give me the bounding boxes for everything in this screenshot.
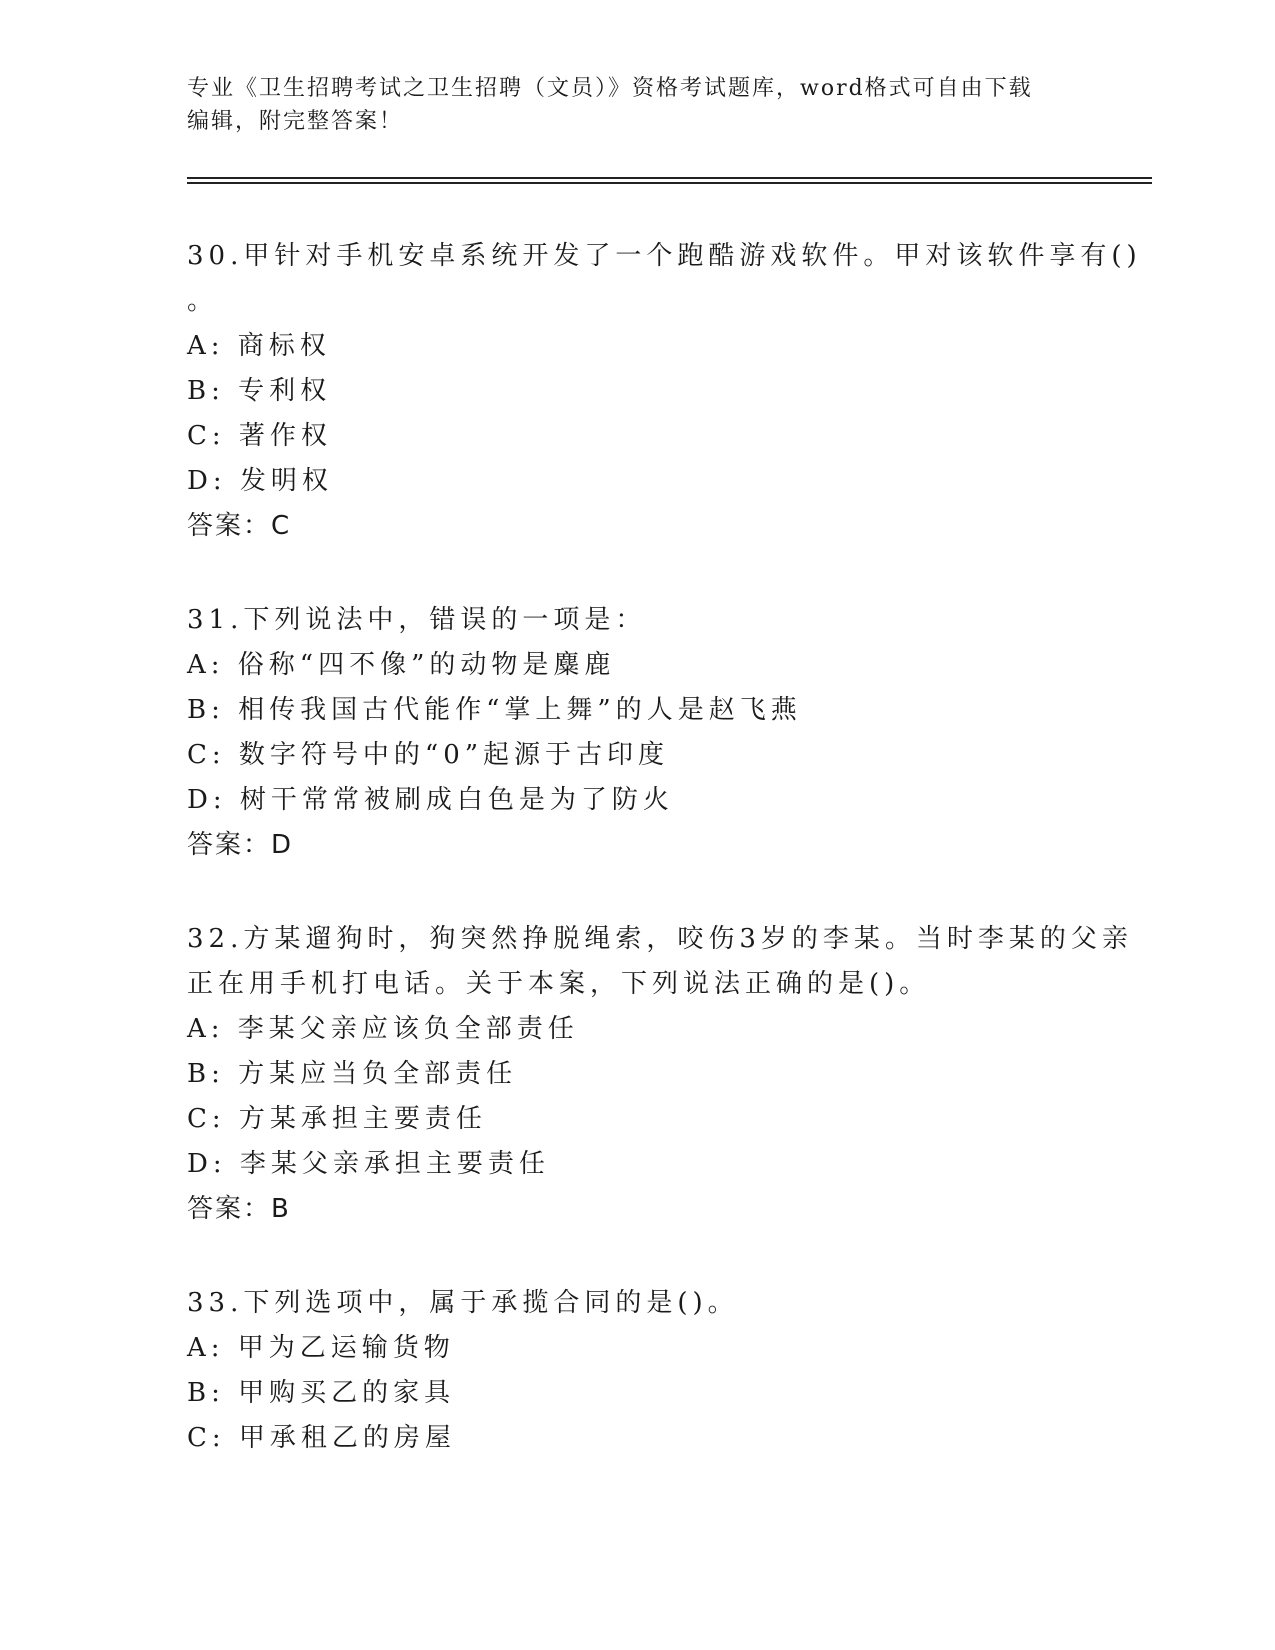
question-stem: 正在用手机打电话。关于本案，下列说法正确的是()。: [187, 969, 931, 999]
question-stem: 30.甲针对手机安卓系统开发了一个跑酷游戏软件。甲对该软件享有(): [187, 241, 1142, 271]
option-a: A: 李某父亲应该负全部责任: [187, 1014, 579, 1044]
answer-line: 答案：D: [187, 830, 294, 860]
question-31: [187, 598, 1117, 868]
option-c: C: 著作权: [187, 421, 332, 451]
answer-line: 答案：C: [187, 511, 292, 541]
option-a: A: 俗称“四不像”的动物是麋鹿: [187, 650, 616, 680]
option-c: C: 数字符号中的“0”起源于古印度: [187, 740, 670, 770]
option-c: C: 甲承租乙的房屋: [187, 1423, 456, 1453]
question-stem: 32.方某遛狗时，狗突然挣脱绳索，咬伤3岁的李某。当时李某的父亲: [187, 924, 1133, 954]
header-divider-bottom: [187, 182, 1152, 184]
question-32: [187, 917, 1133, 1232]
option-d: D: 李某父亲承担主要责任: [187, 1149, 550, 1179]
question-33: [187, 1281, 1117, 1461]
answer-line: 答案：B: [187, 1194, 291, 1224]
header-divider-top: [187, 177, 1152, 179]
question-stem: 。: [187, 286, 219, 316]
document-header: [187, 72, 1067, 138]
option-a: A: 甲为乙运输货物: [187, 1333, 455, 1363]
header-line-1: 专业《卫生招聘考试之卫生招聘（文员）》资格考试题库，word格式可自由下载: [187, 76, 1033, 101]
option-b: B: 相传我国古代能作“掌上舞”的人是赵飞燕: [187, 695, 802, 725]
option-b: B: 甲购买乙的家具: [187, 1378, 456, 1408]
question-stem: 31.下列说法中，错误的一项是：: [187, 605, 647, 635]
option-d: D: 发明权: [187, 466, 333, 496]
option-d: D: 树干常常被刷成白色是为了防火: [187, 785, 674, 815]
header-line-2: 编辑，附完整答案！: [187, 109, 404, 134]
option-c: C: 方某承担主要责任: [187, 1104, 487, 1134]
option-b: B: 专利权: [187, 376, 332, 406]
question-30: [187, 234, 1142, 549]
option-b: B: 方某应当负全部责任: [187, 1059, 518, 1089]
option-a: A: 商标权: [187, 331, 331, 361]
question-stem: 33.下列选项中，属于承揽合同的是()。: [187, 1288, 739, 1318]
